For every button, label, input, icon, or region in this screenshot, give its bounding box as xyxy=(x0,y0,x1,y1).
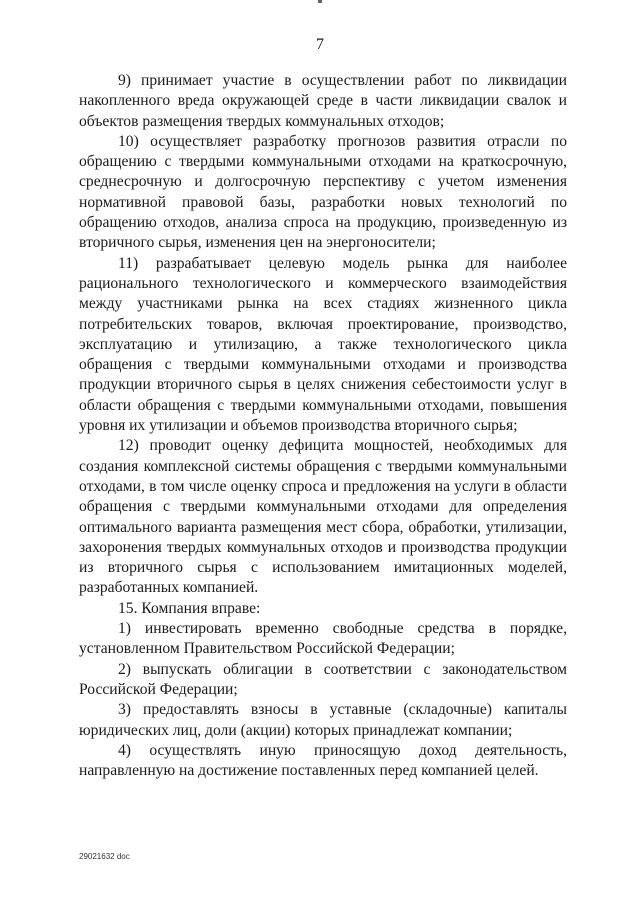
section-15-heading: 15. Компания вправе: xyxy=(118,599,261,617)
paragraph-item-11: 11) разрабатывает целевую модель рынка для наиболее рационального технологического и коммерческого взаимодействия между участниками рынка на всех стадиях жизненного цикла потребительских товаров, включая проектирование, производство, эксплуатацию и утилизацию, а также технологического цикла обращения с твердыми коммунальными отходами и производства продукции вторичного сырья в целях снижения себестоимости услуг в области обращения с твердыми коммунальными отходами, повышения уровня их утилизации и объемов производства вторичного сырья; xyxy=(79,254,567,435)
paragraph-item-9: 9) принимает участие в осуществлении работ по ликвидации накопленного вреда окружающей среде в части ликвидации свалок и объектов размещения твердых коммунальных отходов; xyxy=(79,72,567,130)
document-file-code: 29021632 doc xyxy=(79,852,130,861)
page-top-mark xyxy=(318,0,322,3)
page-number: 7 xyxy=(316,36,324,53)
document-body xyxy=(79,71,567,781)
right-item-1: 1) инвестировать временно свободные средства в порядке, установленном Правительством Российской Федерации; xyxy=(79,620,567,658)
paragraph-item-10: 10) осуществляет разработку прогнозов развития отрасли по обращению с твердыми коммунальными отходами на краткосрочную, среднесрочную и долгосрочную перспективу с учетом изменения нормативной правовой базы, разработки новых технологий по обращению отходов, анализа спроса на продукцию, произведенную из вторичного сырья, изменения цен на энергоносители; xyxy=(79,132,567,252)
right-item-4: 4) осуществлять иную приносящую доход деятельность, направленную на достижение поставленных перед компанией целей. xyxy=(79,741,567,780)
paragraph-item-12: 12) проводит оценку дефицита мощностей, необходимых для создания комплексной системы обращения с твердыми коммунальными отходами, в том числе оценку спроса и предложения на услуги в области обращения с твердыми коммунальными отходами для определения оптимального варианта размещения мест сбора, обработки, утилизации, захоронения твердых коммунальных отходов и производства продукции из вторичного сырья с использованием имитационных моделей, разработанных компанией. xyxy=(79,437,567,597)
right-item-2: 2) выпускать облигации в соответствии с законодательством Российской Федерации; xyxy=(79,660,567,698)
right-item-3: 3) предоставлять взносы в уставные (складочные) капиталы юридических лиц, доли (акции) которых принадлежат компании; xyxy=(79,701,567,739)
